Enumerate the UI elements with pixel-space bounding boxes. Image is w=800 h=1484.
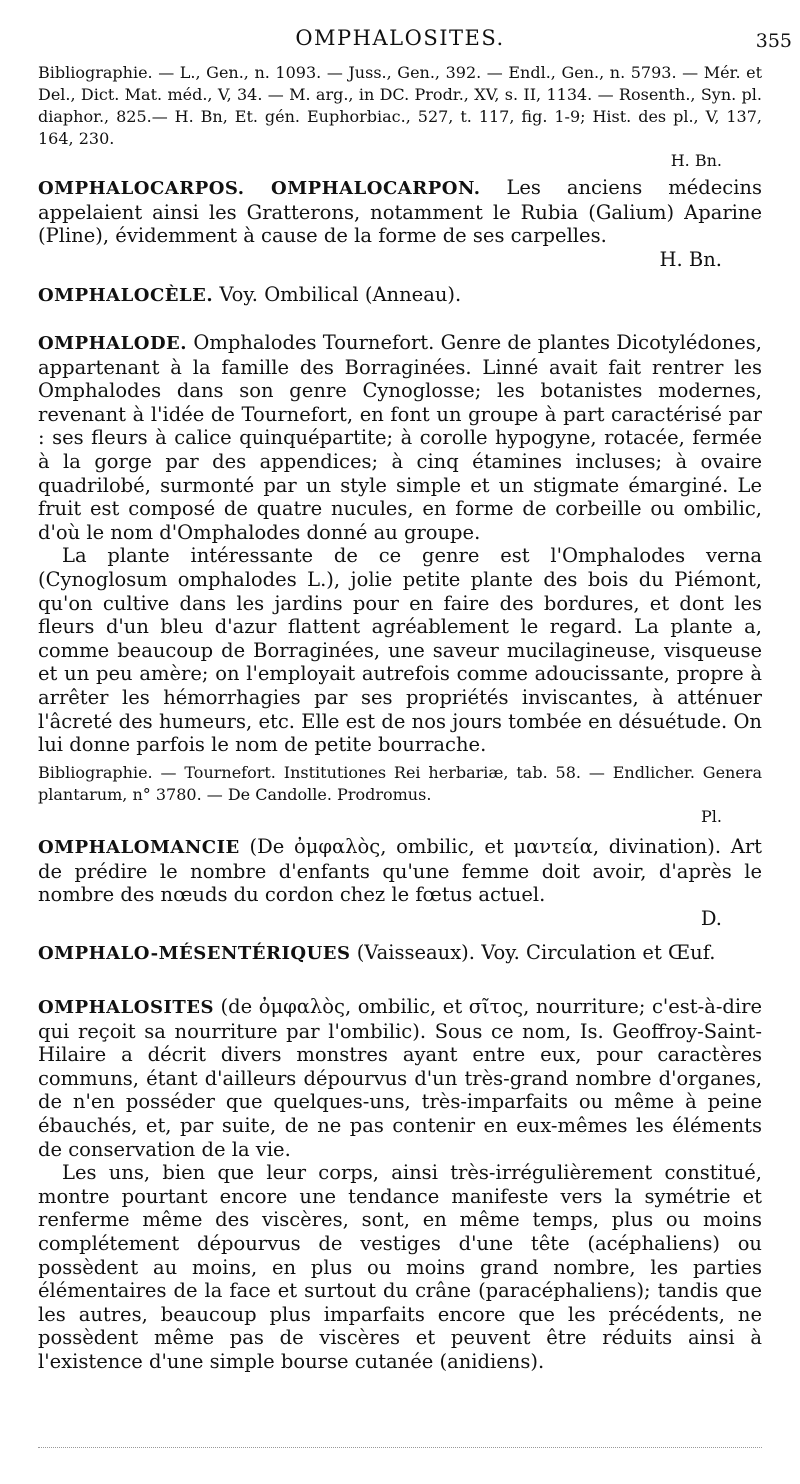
bibliography-2-text: Bibliographie. — Tournefort. Institutiones Rei herbariæ, tab. 58. — Endlicher. Genera plantarum, n° 3780. — De Candolle. Prodromus. (38, 763, 762, 804)
headword: OMPHALODE. (38, 333, 188, 354)
signature: H. Bn. (659, 247, 722, 271)
bibliography-2 (38, 762, 762, 828)
entry-text: Les anciens médecins appelaient ainsi les Gratterons, notamment le Rubia (Galium) Aparine (Pline), évidemment à cause de la forme de ses carpelles. (38, 176, 762, 248)
entry-text: (Vaisseaux). Voy. Circulation et Œuf. (356, 941, 716, 964)
entry-paragraph: Les uns, bien que leur corps, ainsi très-irrégulièrement constitué, montre pourtant encore une tendance manifeste vers la symétrie et renferme même des viscères, sont, en même temps, plus ou moins complétement dépourvus de vestiges d'une tête (acéphaliens) ou possèdent au moins, en plus ou moins grand nombre, les parties élémentaires de la face et surtout du crâne (paracéphaliens); tandis que les autres, beaucoup plus imparfaits encore que les précédents, ne possèdent même pas de viscères et peuvent être réduits ainsi à l'existence d'une simple bourse cutanée (anidiens). (38, 1161, 762, 1373)
bibliography-1 (38, 62, 762, 172)
headword: OMPHALOCARPOS. OMPHALOCARPON. (38, 178, 481, 199)
headword: OMPHALOCÈLE. (38, 285, 214, 306)
headword: OMPHALO-MÉSENTÉRIQUES (38, 943, 351, 964)
signature: D. (700, 906, 722, 930)
entry-paragraph: La plante intéressante de ce genre est l'Omphalodes verna (Cynoglosum omphalodes L.), jolie petite plante des bois du Piémont, qu'on cultive dans les jardins pour en faire des bordures, et dont les fleurs d'un bleu d'azur flattent agréablement le regard. La plante a, comme beaucoup de Borraginées, une saveur mucilagineuse, visqueuse et un peu amère; on l'employait autrefois comme adoucissante, propre à arrêter les hémorrhagies par ses propriétés inviscantes, à atténuer l'âcreté des humeurs, etc. Elle est de nos jours tombée en désuétude. On lui donne parfois le nom de petite bourrache. (38, 544, 762, 757)
entry-omphalocele (38, 283, 762, 308)
signature: H. Bn. (670, 151, 722, 170)
entry-omphalocarpos (38, 176, 762, 271)
signature: Pl. (701, 807, 722, 826)
entry-omphalomancie (38, 835, 762, 930)
headword: OMPHALOMANCIE (38, 837, 240, 858)
entry-omphalo-mesenteriques (38, 941, 762, 966)
entry-text: (de ὀμφαλὸς, ombilic, et σῖτος, nourriture; c'est-à-dire qui reçoit sa nourriture par l'ombilic). Sous ce nom, Is. Geoffroy-Saint-Hilaire a décrit divers monstres ayant entre eux, pour caractères communs, étant d'ailleurs dépourvus d'un très-grand nombre d'organes, de n'en posséder que quelques-uns, très-imparfaits ou même à peine ébauchés, et, par suite, de ne pas contenir en eux-mêmes les éléments de conservation de la vie. (38, 995, 762, 1161)
entry-text: Voy. Ombilical (Anneau). (219, 283, 462, 306)
bibliography-1-text: Bibliographie. — L., Gen., n. 1093. — Juss., Gen., 392. — Endl., Gen., n. 5793. — Mér. et Del., Dict. Mat. méd., V, 34. — M. arg., in DC. Prodr., XV, s. II, 1134. — Rosenth., Syn. pl. diaphor., 825.— H. Bn, Et. gén. Euphorbiac., 527, t. 117, fig. 1-9; Hist. des pl., V, 137, 164, 230. (38, 63, 762, 148)
page-number: 355 (755, 30, 792, 52)
headword: OMPHALOSITES (38, 997, 214, 1018)
entry-omphalosites (38, 995, 762, 1374)
entry-text: Omphalodes Tournefort. Genre de plantes Dicotylédones, appartenant à la famille des Borraginées. Linné avait fait rentrer les Omphalodes dans son genre Cynoglosse; les botanistes modernes, revenant à l'idée de Tournefort, en font un groupe à part caractérisé par : ses fleurs à calice quinquépartite; à corolle hypogyne, rotacée, fermée à la gorge par des appendices; à cinq étamines incluses; à ovaire quadrilobé, surmonté par un style simple et un stigmate émarginé. Le fruit est composé de quatre nucules, en forme de corbeille ou ombilic, d'où le nom d'Omphalodes donné au groupe. (38, 331, 762, 544)
entry-omphalode (38, 331, 762, 757)
running-head: OMPHALOSITES. (295, 26, 505, 50)
bottom-rule (38, 1447, 762, 1448)
entry-text: (De ὀμφαλὸς, ombilic, et μαντεία, divination). Art de prédire le nombre d'enfants qu'une femme doit avoir, d'après le nombre des nœuds du cordon chez le fœtus actuel. (38, 835, 762, 907)
